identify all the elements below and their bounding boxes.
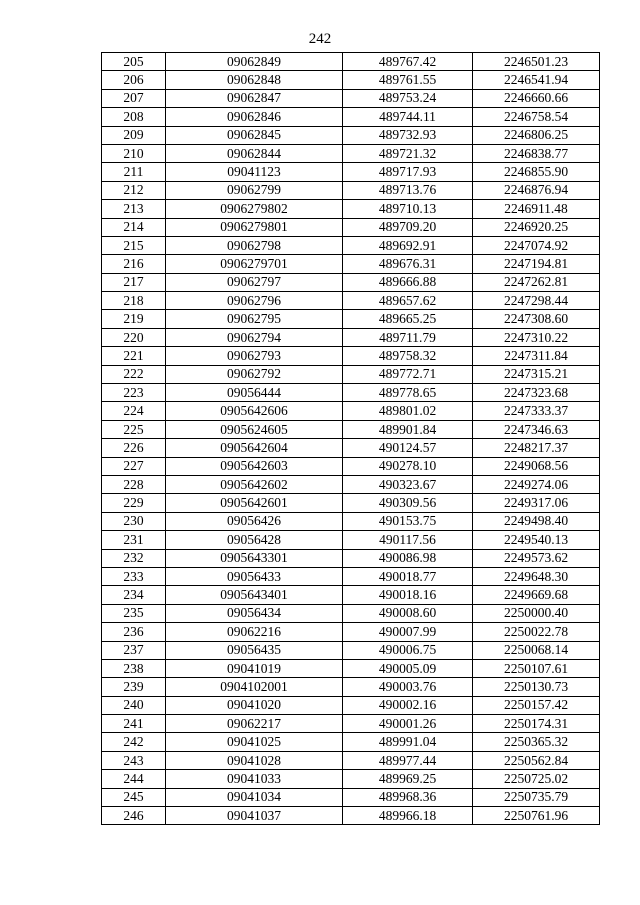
point-code-cell: 09041123 <box>166 163 343 181</box>
point-code-cell: 09041037 <box>166 807 343 825</box>
y-coordinate-cell: 2249498.40 <box>473 512 600 530</box>
point-number-cell: 245 <box>102 788 166 806</box>
point-number-cell: 244 <box>102 770 166 788</box>
y-coordinate-cell: 2250735.79 <box>473 788 600 806</box>
point-number-cell: 218 <box>102 292 166 310</box>
table-row <box>102 678 600 696</box>
x-coordinate-cell: 490018.77 <box>343 567 473 585</box>
point-code-cell: 0906279801 <box>166 218 343 236</box>
y-coordinate-cell: 2247262.81 <box>473 273 600 291</box>
x-coordinate-cell: 489711.79 <box>343 328 473 346</box>
x-coordinate-cell: 490005.09 <box>343 659 473 677</box>
table-row <box>102 347 600 365</box>
x-coordinate-cell: 490309.56 <box>343 494 473 512</box>
point-code-cell: 09062792 <box>166 365 343 383</box>
point-number-cell: 211 <box>102 163 166 181</box>
point-number-cell: 216 <box>102 255 166 273</box>
point-code-cell: 09041028 <box>166 751 343 769</box>
x-coordinate-cell: 489753.24 <box>343 89 473 107</box>
point-number-cell: 206 <box>102 71 166 89</box>
point-number-cell: 210 <box>102 144 166 162</box>
table-row <box>102 457 600 475</box>
x-coordinate-cell: 490153.75 <box>343 512 473 530</box>
point-number-cell: 215 <box>102 236 166 254</box>
x-coordinate-cell: 490008.60 <box>343 604 473 622</box>
table-row <box>102 144 600 162</box>
y-coordinate-cell: 2250174.31 <box>473 715 600 733</box>
y-coordinate-cell: 2246876.94 <box>473 181 600 199</box>
x-coordinate-cell: 490124.57 <box>343 439 473 457</box>
point-number-cell: 241 <box>102 715 166 733</box>
y-coordinate-cell: 2247311.84 <box>473 347 600 365</box>
point-number-cell: 233 <box>102 567 166 585</box>
y-coordinate-cell: 2249669.68 <box>473 586 600 604</box>
point-number-cell: 236 <box>102 623 166 641</box>
point-number-cell: 205 <box>102 53 166 71</box>
point-number-cell: 237 <box>102 641 166 659</box>
x-coordinate-cell: 489744.11 <box>343 108 473 126</box>
table-row <box>102 586 600 604</box>
y-coordinate-cell: 2250157.42 <box>473 696 600 714</box>
point-number-cell: 228 <box>102 475 166 493</box>
point-code-cell: 0905643401 <box>166 586 343 604</box>
point-number-cell: 227 <box>102 457 166 475</box>
x-coordinate-cell: 490002.16 <box>343 696 473 714</box>
point-number-cell: 230 <box>102 512 166 530</box>
y-coordinate-cell: 2246920.25 <box>473 218 600 236</box>
table-row <box>102 384 600 402</box>
point-number-cell: 219 <box>102 310 166 328</box>
table-row <box>102 475 600 493</box>
point-code-cell: 09062798 <box>166 236 343 254</box>
x-coordinate-cell: 489676.31 <box>343 255 473 273</box>
table-row <box>102 328 600 346</box>
y-coordinate-cell: 2247194.81 <box>473 255 600 273</box>
table-row <box>102 181 600 199</box>
point-number-cell: 208 <box>102 108 166 126</box>
point-code-cell: 0906279802 <box>166 200 343 218</box>
table-row <box>102 126 600 144</box>
y-coordinate-cell: 2249540.13 <box>473 531 600 549</box>
point-number-cell: 232 <box>102 549 166 567</box>
point-number-cell: 220 <box>102 328 166 346</box>
table-row <box>102 715 600 733</box>
point-code-cell: 09062847 <box>166 89 343 107</box>
x-coordinate-cell: 490003.76 <box>343 678 473 696</box>
x-coordinate-cell: 489767.42 <box>343 53 473 71</box>
point-code-cell: 09056434 <box>166 604 343 622</box>
y-coordinate-cell: 2247333.37 <box>473 402 600 420</box>
point-number-cell: 234 <box>102 586 166 604</box>
table-row <box>102 659 600 677</box>
point-code-cell: 09056433 <box>166 567 343 585</box>
x-coordinate-cell: 490323.67 <box>343 475 473 493</box>
y-coordinate-cell: 2247298.44 <box>473 292 600 310</box>
y-coordinate-cell: 2246758.54 <box>473 108 600 126</box>
y-coordinate-cell: 2249648.30 <box>473 567 600 585</box>
point-code-cell: 09041033 <box>166 770 343 788</box>
y-coordinate-cell: 2248217.37 <box>473 439 600 457</box>
table-row <box>102 236 600 254</box>
table-row <box>102 641 600 659</box>
y-coordinate-cell: 2250068.14 <box>473 641 600 659</box>
table-row <box>102 310 600 328</box>
y-coordinate-cell: 2250562.84 <box>473 751 600 769</box>
point-number-cell: 212 <box>102 181 166 199</box>
point-code-cell: 09062216 <box>166 623 343 641</box>
point-number-cell: 214 <box>102 218 166 236</box>
y-coordinate-cell: 2250130.73 <box>473 678 600 696</box>
y-coordinate-cell: 2246855.90 <box>473 163 600 181</box>
x-coordinate-cell: 489977.44 <box>343 751 473 769</box>
point-number-cell: 221 <box>102 347 166 365</box>
coordinates-table-body <box>102 53 600 825</box>
point-code-cell: 09056435 <box>166 641 343 659</box>
y-coordinate-cell: 2250107.61 <box>473 659 600 677</box>
y-coordinate-cell: 2250761.96 <box>473 807 600 825</box>
point-number-cell: 223 <box>102 384 166 402</box>
point-code-cell: 09056444 <box>166 384 343 402</box>
table-row <box>102 788 600 806</box>
table-row <box>102 108 600 126</box>
x-coordinate-cell: 489758.32 <box>343 347 473 365</box>
point-number-cell: 246 <box>102 807 166 825</box>
point-code-cell: 09041019 <box>166 659 343 677</box>
x-coordinate-cell: 490007.99 <box>343 623 473 641</box>
table-row <box>102 733 600 751</box>
point-number-cell: 229 <box>102 494 166 512</box>
x-coordinate-cell: 489901.84 <box>343 420 473 438</box>
point-code-cell: 09062848 <box>166 71 343 89</box>
y-coordinate-cell: 2250000.40 <box>473 604 600 622</box>
table-row <box>102 567 600 585</box>
x-coordinate-cell: 489778.65 <box>343 384 473 402</box>
y-coordinate-cell: 2249573.62 <box>473 549 600 567</box>
point-number-cell: 235 <box>102 604 166 622</box>
point-number-cell: 240 <box>102 696 166 714</box>
coordinates-table <box>101 52 600 825</box>
x-coordinate-cell: 489713.76 <box>343 181 473 199</box>
point-code-cell: 0905642603 <box>166 457 343 475</box>
point-code-cell: 09041034 <box>166 788 343 806</box>
y-coordinate-cell: 2247346.63 <box>473 420 600 438</box>
y-coordinate-cell: 2247308.60 <box>473 310 600 328</box>
table-row <box>102 365 600 383</box>
table-row <box>102 751 600 769</box>
y-coordinate-cell: 2250725.02 <box>473 770 600 788</box>
point-number-cell: 207 <box>102 89 166 107</box>
y-coordinate-cell: 2247323.68 <box>473 384 600 402</box>
table-row <box>102 549 600 567</box>
table-row <box>102 494 600 512</box>
point-code-cell: 0905643301 <box>166 549 343 567</box>
y-coordinate-cell: 2249317.06 <box>473 494 600 512</box>
point-number-cell: 239 <box>102 678 166 696</box>
x-coordinate-cell: 489709.20 <box>343 218 473 236</box>
table-row <box>102 402 600 420</box>
point-code-cell: 09041020 <box>166 696 343 714</box>
table-row <box>102 273 600 291</box>
point-number-cell: 231 <box>102 531 166 549</box>
point-code-cell: 09062845 <box>166 126 343 144</box>
table-row <box>102 53 600 71</box>
point-number-cell: 242 <box>102 733 166 751</box>
point-code-cell: 09062217 <box>166 715 343 733</box>
point-code-cell: 0905624605 <box>166 420 343 438</box>
point-code-cell: 09056428 <box>166 531 343 549</box>
y-coordinate-cell: 2247310.22 <box>473 328 600 346</box>
point-code-cell: 09056426 <box>166 512 343 530</box>
point-code-cell: 0905642606 <box>166 402 343 420</box>
x-coordinate-cell: 490086.98 <box>343 549 473 567</box>
table-row <box>102 807 600 825</box>
point-code-cell: 0904102001 <box>166 678 343 696</box>
x-coordinate-cell: 489657.62 <box>343 292 473 310</box>
y-coordinate-cell: 2249274.06 <box>473 475 600 493</box>
point-code-cell: 09062844 <box>166 144 343 162</box>
table-row <box>102 420 600 438</box>
y-coordinate-cell: 2246911.48 <box>473 200 600 218</box>
point-number-cell: 217 <box>102 273 166 291</box>
table-row <box>102 696 600 714</box>
x-coordinate-cell: 490117.56 <box>343 531 473 549</box>
y-coordinate-cell: 2246838.77 <box>473 144 600 162</box>
table-row <box>102 770 600 788</box>
point-code-cell: 0905642601 <box>166 494 343 512</box>
table-row <box>102 200 600 218</box>
x-coordinate-cell: 490006.75 <box>343 641 473 659</box>
point-number-cell: 238 <box>102 659 166 677</box>
point-number-cell: 226 <box>102 439 166 457</box>
point-code-cell: 09041025 <box>166 733 343 751</box>
point-number-cell: 222 <box>102 365 166 383</box>
point-code-cell: 09062793 <box>166 347 343 365</box>
table-row <box>102 531 600 549</box>
y-coordinate-cell: 2249068.56 <box>473 457 600 475</box>
point-code-cell: 09062796 <box>166 292 343 310</box>
point-code-cell: 0905642604 <box>166 439 343 457</box>
y-coordinate-cell: 2246541.94 <box>473 71 600 89</box>
point-number-cell: 224 <box>102 402 166 420</box>
x-coordinate-cell: 489710.13 <box>343 200 473 218</box>
table-row <box>102 512 600 530</box>
y-coordinate-cell: 2247074.92 <box>473 236 600 254</box>
point-code-cell: 09062849 <box>166 53 343 71</box>
x-coordinate-cell: 489991.04 <box>343 733 473 751</box>
point-code-cell: 09062794 <box>166 328 343 346</box>
x-coordinate-cell: 489666.88 <box>343 273 473 291</box>
point-code-cell: 0906279701 <box>166 255 343 273</box>
point-code-cell: 09062846 <box>166 108 343 126</box>
x-coordinate-cell: 489665.25 <box>343 310 473 328</box>
y-coordinate-cell: 2250022.78 <box>473 623 600 641</box>
y-coordinate-cell: 2247315.21 <box>473 365 600 383</box>
x-coordinate-cell: 490018.16 <box>343 586 473 604</box>
x-coordinate-cell: 489801.02 <box>343 402 473 420</box>
x-coordinate-cell: 490278.10 <box>343 457 473 475</box>
table-row <box>102 89 600 107</box>
y-coordinate-cell: 2246806.25 <box>473 126 600 144</box>
x-coordinate-cell: 489968.36 <box>343 788 473 806</box>
table-row <box>102 218 600 236</box>
page-number: 242 <box>308 31 332 47</box>
x-coordinate-cell: 489692.91 <box>343 236 473 254</box>
y-coordinate-cell: 2246660.66 <box>473 89 600 107</box>
point-number-cell: 225 <box>102 420 166 438</box>
y-coordinate-cell: 2246501.23 <box>473 53 600 71</box>
point-code-cell: 0905642602 <box>166 475 343 493</box>
table-row <box>102 71 600 89</box>
x-coordinate-cell: 489966.18 <box>343 807 473 825</box>
point-number-cell: 209 <box>102 126 166 144</box>
point-code-cell: 09062797 <box>166 273 343 291</box>
table-row <box>102 163 600 181</box>
point-code-cell: 09062795 <box>166 310 343 328</box>
table-row <box>102 439 600 457</box>
table-row <box>102 292 600 310</box>
x-coordinate-cell: 489717.93 <box>343 163 473 181</box>
x-coordinate-cell: 489721.32 <box>343 144 473 162</box>
x-coordinate-cell: 489761.55 <box>343 71 473 89</box>
table-row <box>102 604 600 622</box>
point-number-cell: 243 <box>102 751 166 769</box>
point-code-cell: 09062799 <box>166 181 343 199</box>
x-coordinate-cell: 489772.71 <box>343 365 473 383</box>
x-coordinate-cell: 489732.93 <box>343 126 473 144</box>
table-row <box>102 255 600 273</box>
table-row <box>102 623 600 641</box>
x-coordinate-cell: 490001.26 <box>343 715 473 733</box>
y-coordinate-cell: 2250365.32 <box>473 733 600 751</box>
point-number-cell: 213 <box>102 200 166 218</box>
x-coordinate-cell: 489969.25 <box>343 770 473 788</box>
